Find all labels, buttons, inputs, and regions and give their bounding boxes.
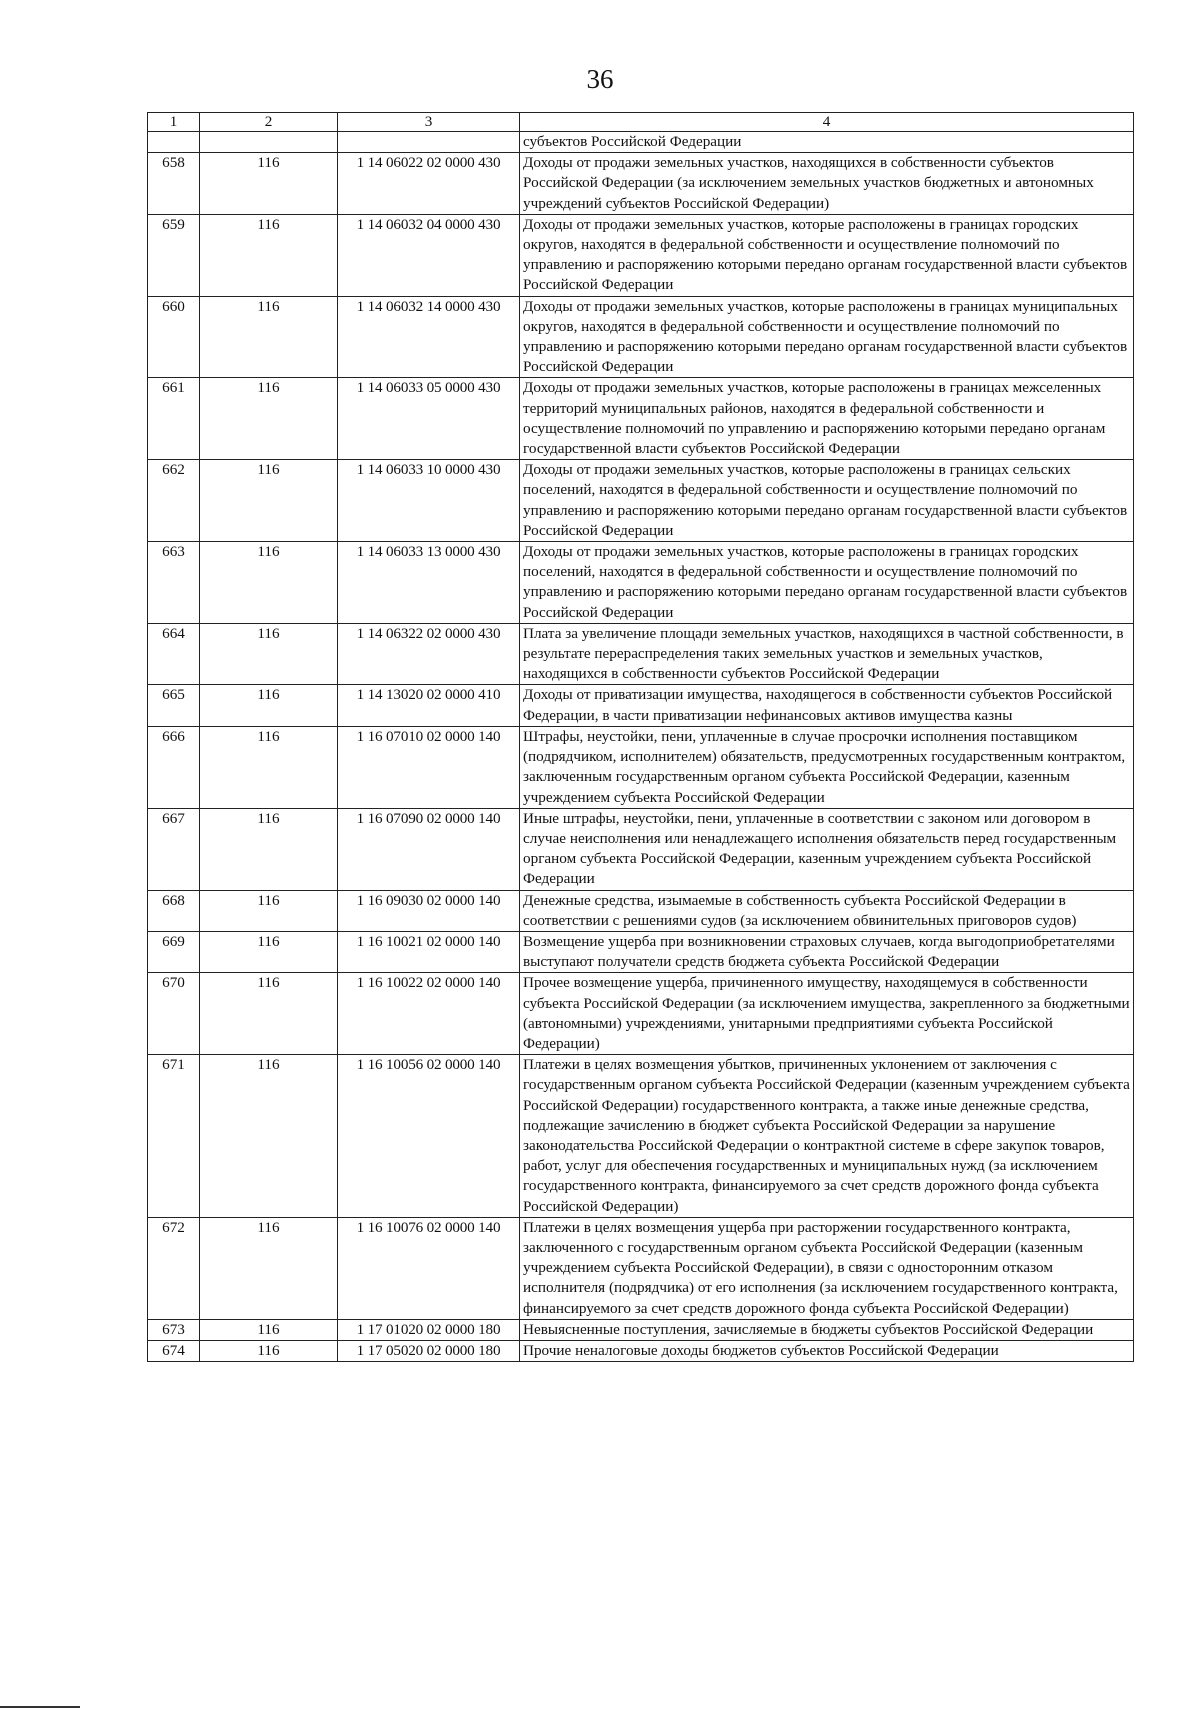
- row-number-cell: [148, 132, 200, 153]
- admin-code-cell: 116: [200, 685, 338, 726]
- budget-code-cell: 1 17 01020 02 0000 180: [338, 1319, 520, 1340]
- table-row: [148, 931, 1134, 972]
- table-row: [148, 132, 1134, 153]
- income-description-cell: Платежи в целях возмещения убытков, причиненных уклонением от заключения с государственным органом субъекта Российской Федерации (казенным учреждением субъекта Российской Федерации) государственного контракта, а также иные денежные средства, подлежащие зачислению в бюджет субъекта Российской Федерации за нарушение законодательства Российской Федерации о контрактной системе в сфере закупок товаров, работ, услуг для обеспечения государственных и муниципальных нужд (за исключением государственного контракта, финансируемого за счет средств дорожного фонда субъекта Российской Федерации): [520, 1055, 1134, 1218]
- income-description-cell: Прочие неналоговые доходы бюджетов субъектов Российской Федерации: [520, 1340, 1134, 1361]
- admin-code-cell: 116: [200, 1319, 338, 1340]
- income-description-cell: Доходы от приватизации имущества, находящегося в собственности субъектов Российской Федерации, в части приватизации нефинансовых активов имущества казны: [520, 685, 1134, 726]
- budget-code-cell: 1 16 09030 02 0000 140: [338, 890, 520, 931]
- row-number-cell: 665: [148, 685, 200, 726]
- budget-code-cell: 1 14 06033 05 0000 430: [338, 378, 520, 460]
- income-description-cell: Иные штрафы, неустойки, пени, уплаченные в соответствии с законом или договором в случае неисполнения или ненадлежащего исполнения обязательств перед государственным органом субъекта Российской Федерации, казенным учреждением субъекта Российской Федерации: [520, 808, 1134, 890]
- table-row: [148, 542, 1134, 624]
- row-number-cell: 661: [148, 378, 200, 460]
- table-row: [148, 623, 1134, 685]
- admin-code-cell: 116: [200, 890, 338, 931]
- income-codes-table: [147, 112, 1134, 1362]
- row-number-cell: 673: [148, 1319, 200, 1340]
- budget-code-cell: 1 17 05020 02 0000 180: [338, 1340, 520, 1361]
- budget-code-cell: 1 16 10056 02 0000 140: [338, 1055, 520, 1218]
- row-number-cell: 667: [148, 808, 200, 890]
- row-number-cell: 660: [148, 296, 200, 378]
- budget-code-cell: 1 14 06033 10 0000 430: [338, 460, 520, 542]
- income-description-cell: Прочее возмещение ущерба, причиненного имуществу, находящемуся в собственности субъекта Российской Федерации (за исключением имущества, закрепленного за бюджетными (автономными) учреждениями, унитарными предприятиями субъекта Российской Федерации): [520, 973, 1134, 1055]
- row-number-cell: 668: [148, 890, 200, 931]
- budget-code-cell: 1 14 13020 02 0000 410: [338, 685, 520, 726]
- income-description-cell: субъектов Российской Федерации: [520, 132, 1134, 153]
- table-row: [148, 1319, 1134, 1340]
- admin-code-cell: 116: [200, 1340, 338, 1361]
- income-description-cell: Доходы от продажи земельных участков, которые расположены в границах городских округов, находятся в федеральной собственности и осуществление полномочий по управлению и распоряжению которыми передано органам государственной власти субъектов Российской Федерации: [520, 214, 1134, 296]
- row-number-cell: 666: [148, 726, 200, 808]
- header-col-4: 4: [520, 113, 1134, 132]
- table-row: [148, 153, 1134, 215]
- page-number: 36: [586, 64, 614, 94]
- row-number-cell: 674: [148, 1340, 200, 1361]
- row-number-cell: 672: [148, 1217, 200, 1319]
- table-row: [148, 685, 1134, 726]
- income-description-cell: Плата за увеличение площади земельных участков, находящихся в частной собственности, в результате перераспределения таких земельных участков и земельных участков, находящихся в собственности субъектов Российской Федерации: [520, 623, 1134, 685]
- income-description-cell: Доходы от продажи земельных участков, которые расположены в границах сельских поселений, находятся в федеральной собственности и осуществление полномочий по управлению и распоряжению которыми передано органам государственной власти субъектов Российской Федерации: [520, 460, 1134, 542]
- income-description-cell: Возмещение ущерба при возникновении страховых случаев, когда выгодоприобретателями выступают получатели средств бюджета субъекта Российской Федерации: [520, 931, 1134, 972]
- admin-code-cell: 116: [200, 378, 338, 460]
- row-number-cell: 659: [148, 214, 200, 296]
- income-description-cell: Доходы от продажи земельных участков, которые расположены в границах городских поселений, находятся в федеральной собственности и осуществление полномочий по управлению и распоряжению которыми передано органам государственной власти субъектов Российской Федерации: [520, 542, 1134, 624]
- table-row: [148, 1217, 1134, 1319]
- income-description-cell: Доходы от продажи земельных участков, находящихся в собственности субъектов Российской Федерации (за исключением земельных участков бюджетных и автономных учреждений субъектов Российской Федерации): [520, 153, 1134, 215]
- admin-code-cell: 116: [200, 153, 338, 215]
- row-number-cell: 664: [148, 623, 200, 685]
- admin-code-cell: [200, 132, 338, 153]
- budget-code-cell: [338, 132, 520, 153]
- table-row: [148, 973, 1134, 1055]
- budget-code-cell: 1 16 10076 02 0000 140: [338, 1217, 520, 1319]
- budget-code-cell: 1 16 10021 02 0000 140: [338, 931, 520, 972]
- table-header-row: [148, 113, 1134, 132]
- table-row: [148, 214, 1134, 296]
- budget-code-cell: 1 16 07010 02 0000 140: [338, 726, 520, 808]
- table-row: [148, 890, 1134, 931]
- admin-code-cell: 116: [200, 1055, 338, 1218]
- admin-code-cell: 116: [200, 726, 338, 808]
- table-row: [148, 726, 1134, 808]
- budget-code-cell: 1 14 06032 14 0000 430: [338, 296, 520, 378]
- admin-code-cell: 116: [200, 623, 338, 685]
- income-description-cell: Денежные средства, изымаемые в собственность субъекта Российской Федерации в соответствии с решениями судов (за исключением обвинительных приговоров судов): [520, 890, 1134, 931]
- row-number-cell: 663: [148, 542, 200, 624]
- income-description-cell: Невыясненные поступления, зачисляемые в бюджеты субъектов Российской Федерации: [520, 1319, 1134, 1340]
- admin-code-cell: 116: [200, 808, 338, 890]
- header-col-3: 3: [338, 113, 520, 132]
- table-header: [148, 113, 1134, 132]
- row-number-cell: 671: [148, 1055, 200, 1218]
- table-row: [148, 1340, 1134, 1361]
- admin-code-cell: 116: [200, 542, 338, 624]
- budget-code-cell: 1 14 06032 04 0000 430: [338, 214, 520, 296]
- income-description-cell: Штрафы, неустойки, пени, уплаченные в случае просрочки исполнения поставщиком (подрядчиком, исполнителем) обязательств, предусмотренных государственным контрактом, заключенным государственным органом субъекта Российской Федерации, казенным учреждением субъекта Российской Федерации: [520, 726, 1134, 808]
- row-number-cell: 670: [148, 973, 200, 1055]
- income-description-cell: Платежи в целях возмещения ущерба при расторжении государственного контракта, заключенного с государственным органом субъекта Российской Федерации (казенным учреждением субъекта Российской Федерации), в связи с односторонним отказом исполнителя (подрядчика) от его исполнения (за исключением государственного контракта, финансируемого за счет средств дорожного фонда субъекта Российской Федерации): [520, 1217, 1134, 1319]
- table-row: [148, 808, 1134, 890]
- row-number-cell: 669: [148, 931, 200, 972]
- income-description-cell: Доходы от продажи земельных участков, которые расположены в границах муниципальных округов, находятся в федеральной собственности и осуществление полномочий по управлению и распоряжению которыми передано органам государственной власти субъектов Российской Федерации: [520, 296, 1134, 378]
- table-row: [148, 296, 1134, 378]
- budget-code-cell: 1 14 06022 02 0000 430: [338, 153, 520, 215]
- admin-code-cell: 116: [200, 460, 338, 542]
- income-description-cell: Доходы от продажи земельных участков, которые расположены в границах межселенных территорий муниципальных районов, находятся в федеральной собственности и осуществление полномочий по управлению и распоряжению которыми передано органам государственной власти субъектов Российской Федерации: [520, 378, 1134, 460]
- budget-code-cell: 1 14 06322 02 0000 430: [338, 623, 520, 685]
- admin-code-cell: 116: [200, 931, 338, 972]
- row-number-cell: 658: [148, 153, 200, 215]
- header-col-2: 2: [200, 113, 338, 132]
- header-col-1: 1: [148, 113, 200, 132]
- table-body: [148, 132, 1134, 1362]
- budget-code-cell: 1 14 06033 13 0000 430: [338, 542, 520, 624]
- table-row: [148, 1055, 1134, 1218]
- row-number-cell: 662: [148, 460, 200, 542]
- table-row: [148, 460, 1134, 542]
- admin-code-cell: 116: [200, 296, 338, 378]
- budget-code-cell: 1 16 07090 02 0000 140: [338, 808, 520, 890]
- table-row: [148, 378, 1134, 460]
- admin-code-cell: 116: [200, 214, 338, 296]
- admin-code-cell: 116: [200, 973, 338, 1055]
- budget-code-cell: 1 16 10022 02 0000 140: [338, 973, 520, 1055]
- scan-edge-mark: [0, 1706, 80, 1708]
- admin-code-cell: 116: [200, 1217, 338, 1319]
